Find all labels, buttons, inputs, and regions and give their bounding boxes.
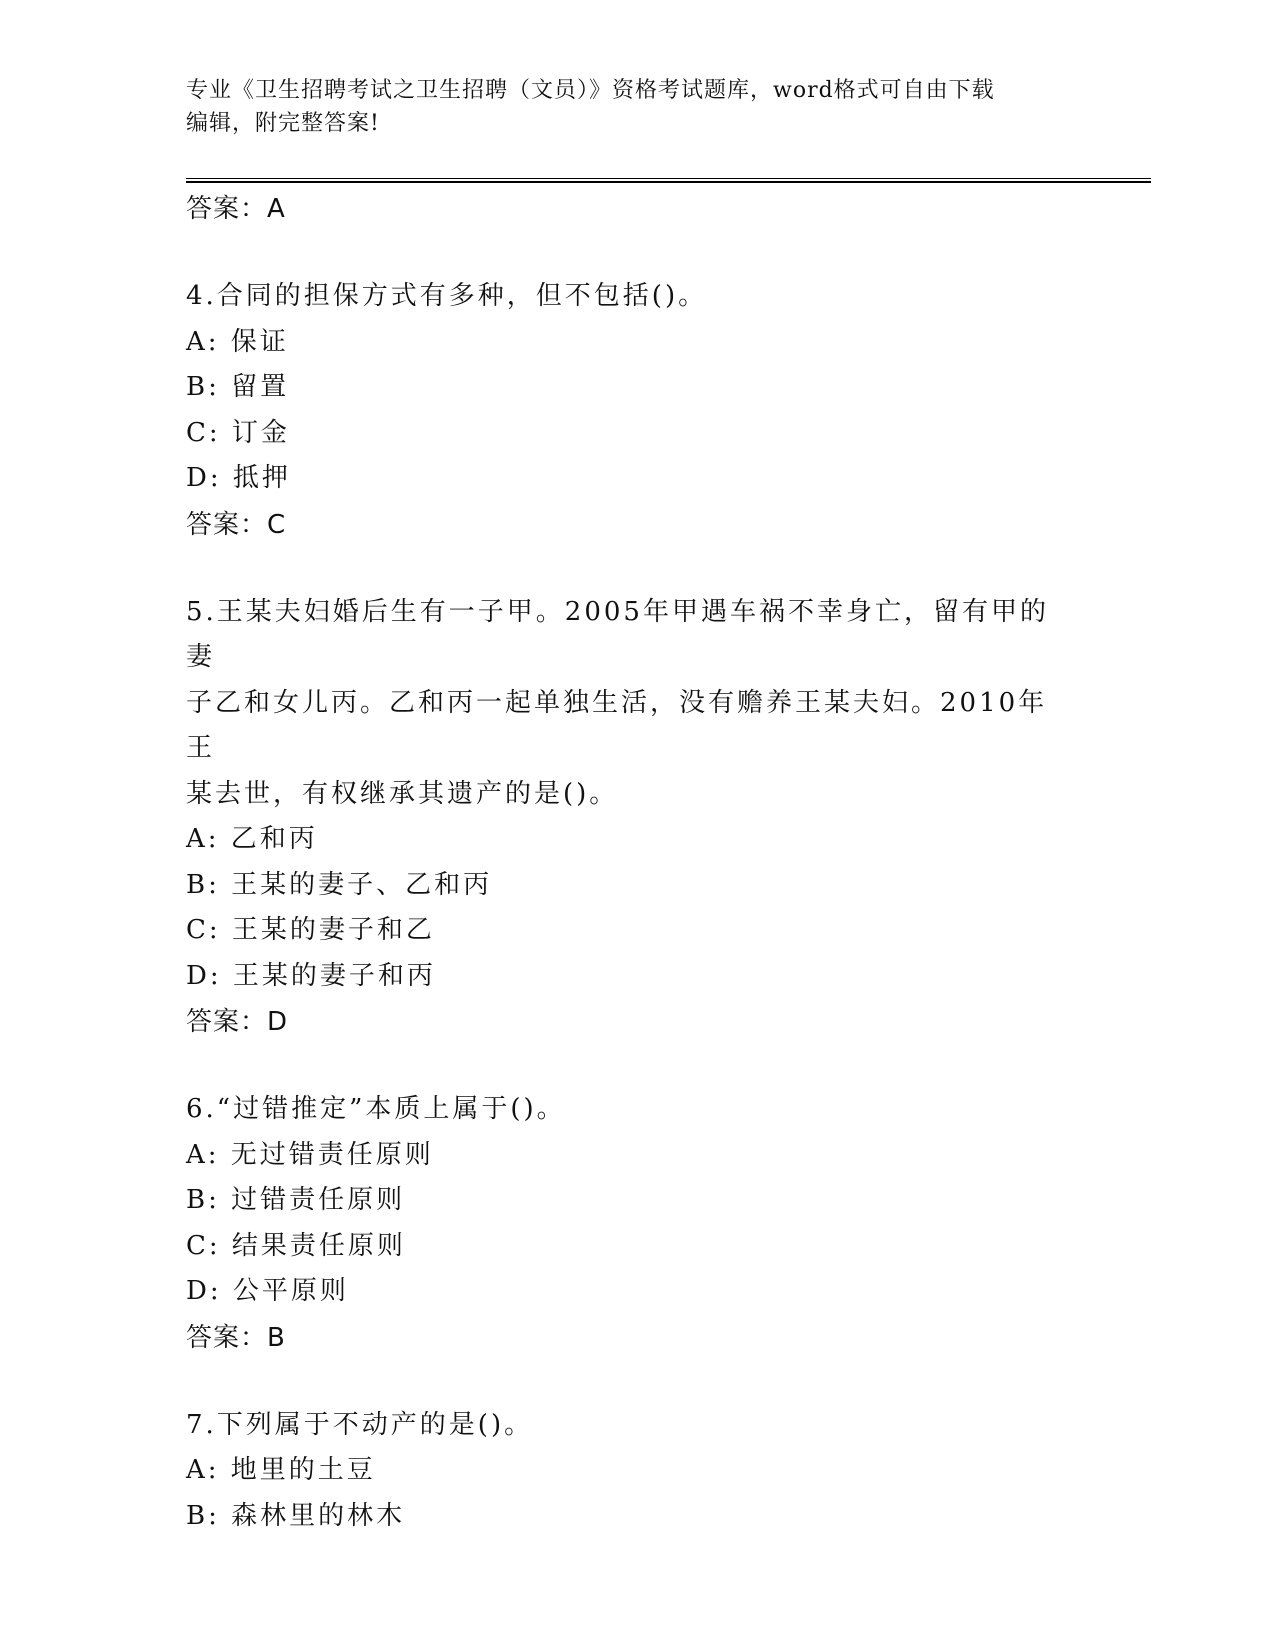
option-d: D: 王某的妻子和丙 — [186, 960, 436, 991]
answer: 答案：B — [186, 1322, 286, 1353]
option-a: A: 保证 — [186, 326, 289, 357]
option-d: D: 公平原则 — [186, 1276, 349, 1306]
question-text: 4.合同的担保方式有多种，但不包括()。 — [186, 281, 708, 311]
option-c: C: 结果责任原则 — [186, 1230, 406, 1261]
question-6 — [186, 1087, 1086, 1361]
option-a: A: 地里的土豆 — [186, 1455, 376, 1485]
option-b: B: 森林里的林木 — [186, 1500, 406, 1531]
question-5 — [186, 590, 1086, 1046]
question-text-line-1: 5.王某夫妇婚后生有一子甲。2005年甲遇车祸不幸身亡，留有甲的妻 — [186, 596, 1049, 672]
question-text: 6.“过错推定”本质上属于()。 — [186, 1094, 566, 1124]
question-text-line-2: 子乙和女儿丙。乙和丙一起单独生活，没有赡养王某夫妇。2010年王 — [186, 687, 1048, 763]
header-line-1: 专业《卫生招聘考试之卫生招聘（文员）》资格考试题库，word格式可自由下载 — [186, 78, 995, 103]
document-body — [186, 186, 1086, 1539]
header-rule-thick — [186, 181, 1151, 183]
option-c: C: 王某的妻子和乙 — [186, 915, 435, 945]
option-a: A: 乙和丙 — [186, 824, 318, 854]
option-d: D: 抵押 — [186, 463, 291, 493]
question-4 — [186, 274, 1086, 548]
option-b: B: 过错责任原则 — [186, 1185, 406, 1215]
option-a: A: 无过错责任原则 — [186, 1139, 434, 1170]
document-header — [186, 74, 1066, 140]
answer: 答案：D — [186, 1007, 289, 1037]
option-b: B: 留置 — [186, 372, 290, 402]
answer-q3: 答案：A — [186, 194, 286, 224]
question-text: 7.下列属于不动产的是()。 — [186, 1409, 534, 1440]
question-7 — [186, 1403, 1086, 1540]
question-text-line-3: 某去世，有权继承其遗产的是()。 — [186, 778, 619, 809]
option-b: B: 王某的妻子、乙和丙 — [186, 869, 493, 900]
header-rule-thin — [186, 178, 1151, 179]
header-line-2: 编辑，附完整答案! — [186, 111, 380, 136]
option-c: C: 订金 — [186, 417, 290, 448]
answer: 答案：C — [186, 509, 287, 540]
